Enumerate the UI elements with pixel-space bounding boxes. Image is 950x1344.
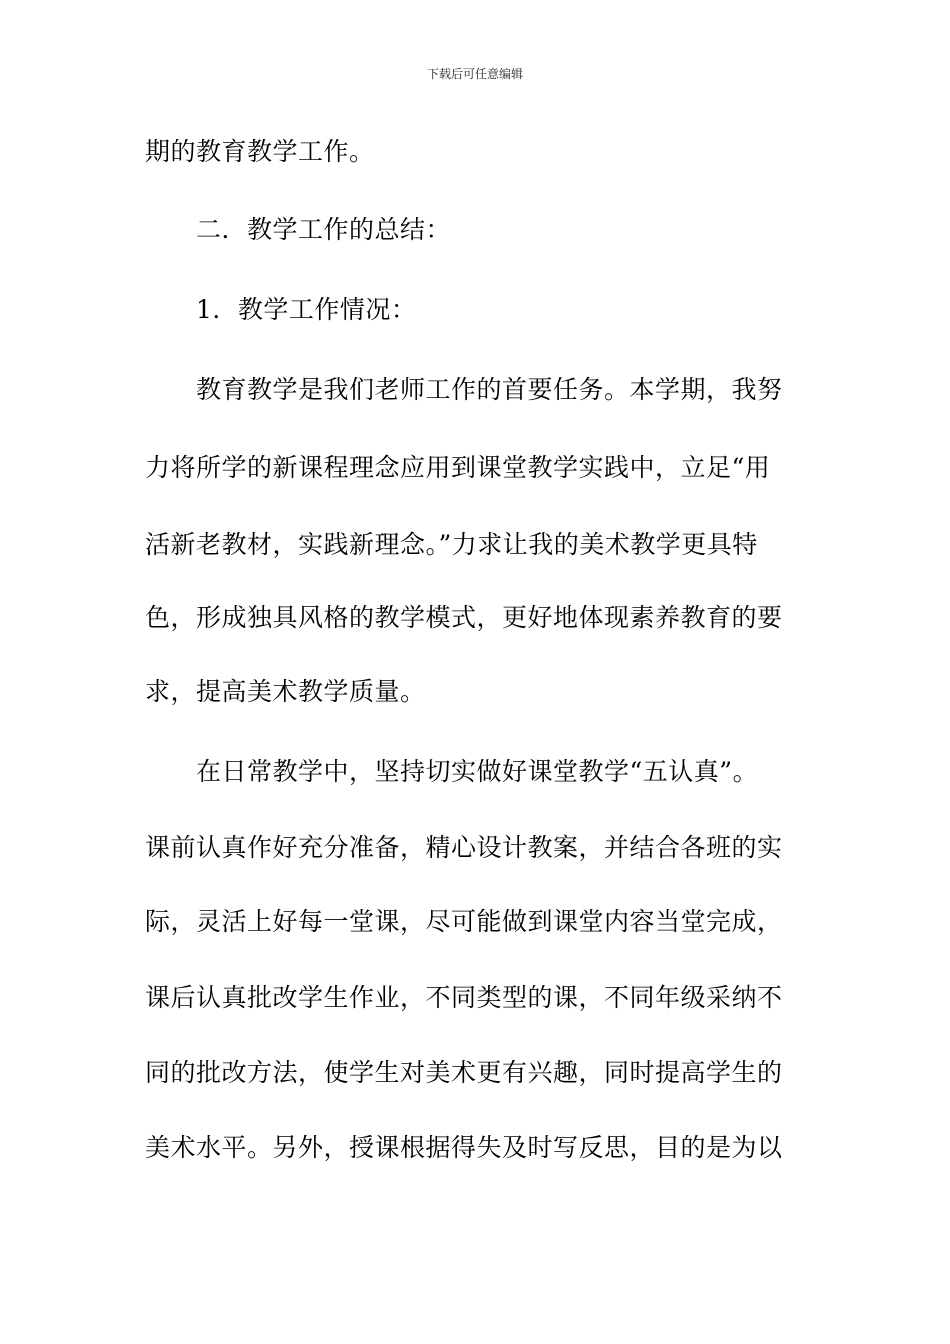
page-header-note: 下载后可任意编辑 xyxy=(426,67,523,81)
paragraph-line: 同的批改方法，使学生对美术更有兴趣，同时提高学生的 xyxy=(145,1058,783,1087)
paragraph-line: 色，形成独具风格的教学模式，更好地体现素养教育的要 xyxy=(145,603,783,632)
paragraph-line: 活新老教材，实践新理念。”力求让我的美术教学更具特 xyxy=(145,530,758,559)
section-heading: 二．教学工作的总结： xyxy=(196,215,452,244)
paragraph-line: 美术水平。另外，授课根据得失及时写反思，目的是为以 xyxy=(145,1133,783,1162)
paragraph-line: 力将所学的新课程理念应用到课堂教学实践中，立足“用 xyxy=(145,453,771,482)
paragraph-line: 求，提高美术教学质量。 xyxy=(145,677,426,706)
paragraph-line: 课前认真作好充分准备，精心设计教案，并结合各班的实 xyxy=(145,833,783,862)
paragraph-line: 际，灵活上好每一堂课，尽可能做到课堂内容当堂完成， xyxy=(145,907,783,936)
paragraph-line: 课后认真批改学生作业，不同类型的课，不同年级采纳不 xyxy=(145,983,783,1012)
paragraph-line: 在日常教学中，坚持切实做好课堂教学“五认真”。 xyxy=(196,757,759,786)
text-line: 期的教育教学工作。 xyxy=(145,137,375,166)
paragraph-line: 教育教学是我们老师工作的首要任务。本学期，我努 xyxy=(196,375,783,404)
subsection-heading: 1．教学工作情况： xyxy=(196,295,417,324)
